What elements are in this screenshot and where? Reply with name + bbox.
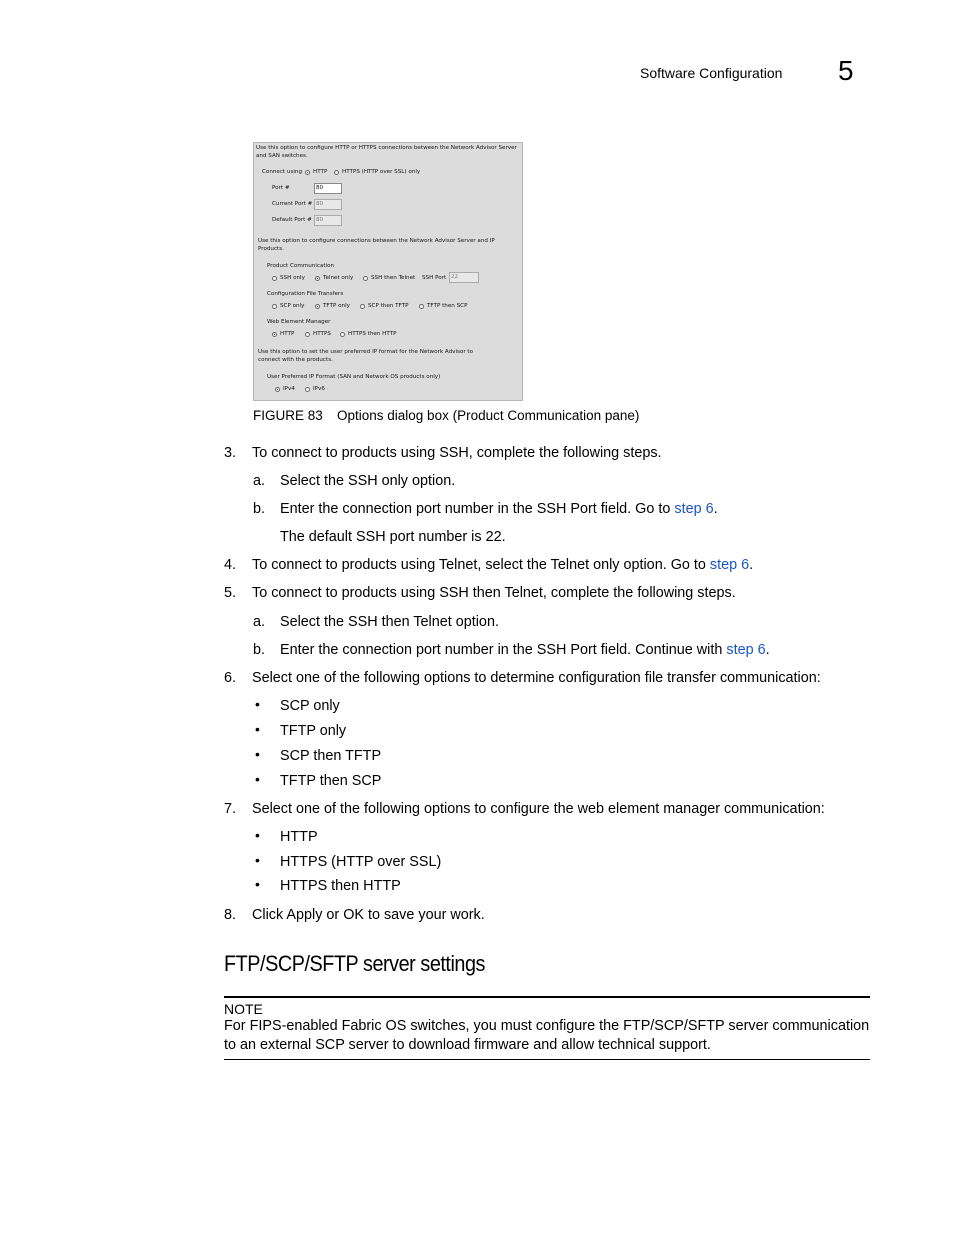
ssh-only-radio[interactable] — [272, 276, 277, 281]
ipv4-label: IPv4 — [283, 386, 295, 392]
step-4-number: 4. — [224, 557, 237, 573]
dialog-intro-2: Use this option to configure connections between the Network Advisor Server and IP — [258, 238, 495, 244]
figure-caption: Options dialog box (Product Communication pane) — [337, 408, 640, 423]
current-port-label: Current Port # — [272, 201, 313, 207]
telnet-only-label: Telnet only — [323, 275, 354, 281]
default-port-label: Default Port # — [272, 217, 312, 223]
options-dialog-screenshot — [253, 142, 523, 401]
step-8-number: 8. — [224, 907, 237, 923]
step-5-number: 5. — [224, 585, 237, 601]
ssh-port-term: SSH Port — [536, 642, 597, 658]
ssh-only-label: SSH only — [280, 275, 305, 281]
step-6-link[interactable]: step 6 — [674, 501, 714, 517]
https-then-http-radio[interactable] — [340, 332, 345, 337]
ipv4-radio[interactable] — [275, 387, 280, 392]
chapter-number: 5 — [838, 55, 854, 86]
apply-term: Apply — [286, 907, 323, 923]
scp-then-tftp-label: SCP then TFTP — [368, 303, 409, 309]
http-wem-radio[interactable] — [272, 332, 277, 337]
port-label: Port # — [272, 185, 290, 191]
list-item: SCP then TFTP — [280, 748, 382, 764]
step-6-text: Select one of the following options to determine configuration file transfer communication: — [252, 670, 821, 686]
https-ssl-only-label: HTTPS (HTTP over SSL) only — [342, 169, 421, 175]
list-item: SCP only — [280, 698, 340, 714]
tftp-only-radio[interactable] — [315, 304, 320, 309]
ssh-then-telnet-term: SSH then Telnet — [348, 614, 452, 630]
step-6-number: 6. — [224, 670, 237, 686]
step-7-number: 7. — [224, 801, 237, 817]
scp-then-tftp-radio[interactable] — [360, 304, 365, 309]
figure-label: FIGURE 83 — [253, 408, 323, 423]
step-5b-text: Enter the connection port number in the SSH Port field. Continue with step 6. — [280, 642, 770, 658]
step-3a-text: Select the SSH only option. — [280, 473, 456, 489]
tftp-then-scp-radio[interactable] — [419, 304, 424, 309]
https-wem-radio[interactable] — [305, 332, 310, 337]
note-label: NOTE — [224, 1001, 263, 1017]
dialog-intro-3: Use this option to set the user preferred IP format for the Network Advisor to — [258, 349, 474, 355]
step-3-number: 3. — [224, 445, 237, 461]
list-item: TFTP only — [280, 723, 347, 739]
ssh-only-term: SSH only — [348, 473, 408, 489]
list-item: TFTP then SCP — [280, 773, 382, 789]
list-item: HTTPS then HTTP — [280, 878, 401, 894]
ssh-port-field[interactable]: 22 — [449, 272, 479, 283]
bullet-icon: • — [255, 827, 260, 843]
step-6-link[interactable]: step 6 — [726, 642, 766, 658]
section-heading: FTP/SCP/SFTP server settings — [224, 951, 486, 976]
note-line-2: to an external SCP server to download firmware and allow technical support. — [224, 1037, 711, 1053]
current-port-field: 80 — [314, 199, 342, 210]
bullet-icon: • — [255, 721, 260, 737]
dialog-intro-1: Use this option to configure HTTP or HTTPS connections between the Network Advisor Server — [256, 145, 517, 151]
note-top-rule — [224, 996, 870, 998]
bullet-icon: • — [255, 746, 260, 762]
https-ssl-only-radio[interactable] — [334, 170, 339, 175]
step-5b-letter: b. — [253, 642, 266, 658]
note-bottom-rule — [224, 1059, 870, 1060]
ssh-then-telnet-label: SSH then Telnet — [371, 275, 416, 281]
http-radio-label: HTTP — [313, 169, 328, 175]
list-item: HTTP — [280, 829, 318, 845]
step-3-text: To connect to products using SSH, complete the following steps. — [252, 445, 662, 461]
running-header-title: Software Configuration — [640, 65, 783, 81]
note-text — [224, 1017, 874, 1055]
http-wem-label: HTTP — [280, 331, 295, 337]
https-then-http-label: HTTPS then HTTP — [348, 331, 397, 337]
product-communication-label: Product Communication — [267, 263, 335, 269]
ssh-port-term: SSH Port — [536, 501, 597, 517]
step-3b-note: The default SSH port number is 22. — [280, 529, 506, 545]
dialog-intro-1b: and SAN switches. — [256, 153, 308, 159]
bullet-icon: • — [255, 876, 260, 892]
ipv6-radio[interactable] — [305, 387, 310, 392]
step-5-text: To connect to products using SSH then Telnet, complete the following steps. — [252, 585, 736, 601]
web-element-manager-label: Web Element Manager — [267, 319, 331, 325]
telnet-only-term: Telnet only — [550, 557, 620, 573]
step-3b-text: Enter the connection port number in the SSH Port field. Go to step 6. — [280, 501, 718, 517]
bullet-icon: • — [255, 852, 260, 868]
https-wem-label: HTTPS — [313, 331, 331, 337]
ip-format-label: User Preferred IP Format (SAN and Network OS products only) — [267, 374, 441, 380]
bullet-icon: • — [255, 771, 260, 787]
ipv6-label: IPv6 — [313, 386, 325, 392]
dialog-intro-3b: connect with the products. — [258, 357, 333, 363]
dialog-intro-2b: Products. — [258, 246, 284, 252]
step-3b-letter: b. — [253, 501, 266, 517]
step-5a-letter: a. — [253, 614, 266, 630]
step-6-link[interactable]: step 6 — [709, 557, 750, 573]
list-item: HTTPS (HTTP over SSL) — [280, 854, 442, 870]
default-port-field: 80 — [314, 215, 342, 226]
http-radio[interactable] — [305, 170, 310, 175]
ssh-port-label: SSH Port — [422, 275, 447, 281]
scp-only-label: SCP only — [280, 303, 305, 309]
ssh-then-telnet-radio[interactable] — [363, 276, 368, 281]
step-7-text: Select one of the following options to configure the web element manager communication: — [252, 801, 825, 817]
step-4-text: To connect to products using Telnet, select the Telnet only option. Go to step 6. — [252, 557, 754, 573]
tftp-only-label: TFTP only — [323, 303, 350, 309]
step-8-text: Click Apply or OK to save your work. — [252, 907, 485, 923]
bullet-icon: • — [255, 696, 260, 712]
telnet-only-radio[interactable] — [315, 276, 320, 281]
note-line-1: For FIPS-enabled Fabric OS switches, you must configure the FTP/SCP/SFTP server communication — [224, 1018, 870, 1034]
step-3a-letter: a. — [253, 473, 266, 489]
scp-only-radio[interactable] — [272, 304, 277, 309]
port-field[interactable]: 80 — [314, 183, 342, 194]
connect-using-label: Connect using — [262, 169, 303, 175]
ok-term: OK — [343, 907, 364, 923]
step-5a-text: Select the SSH then Telnet option. — [280, 614, 499, 630]
config-file-transfers-label: Configuration File Transfers — [267, 291, 344, 297]
tftp-then-scp-label: TFTP then SCP — [427, 303, 468, 309]
